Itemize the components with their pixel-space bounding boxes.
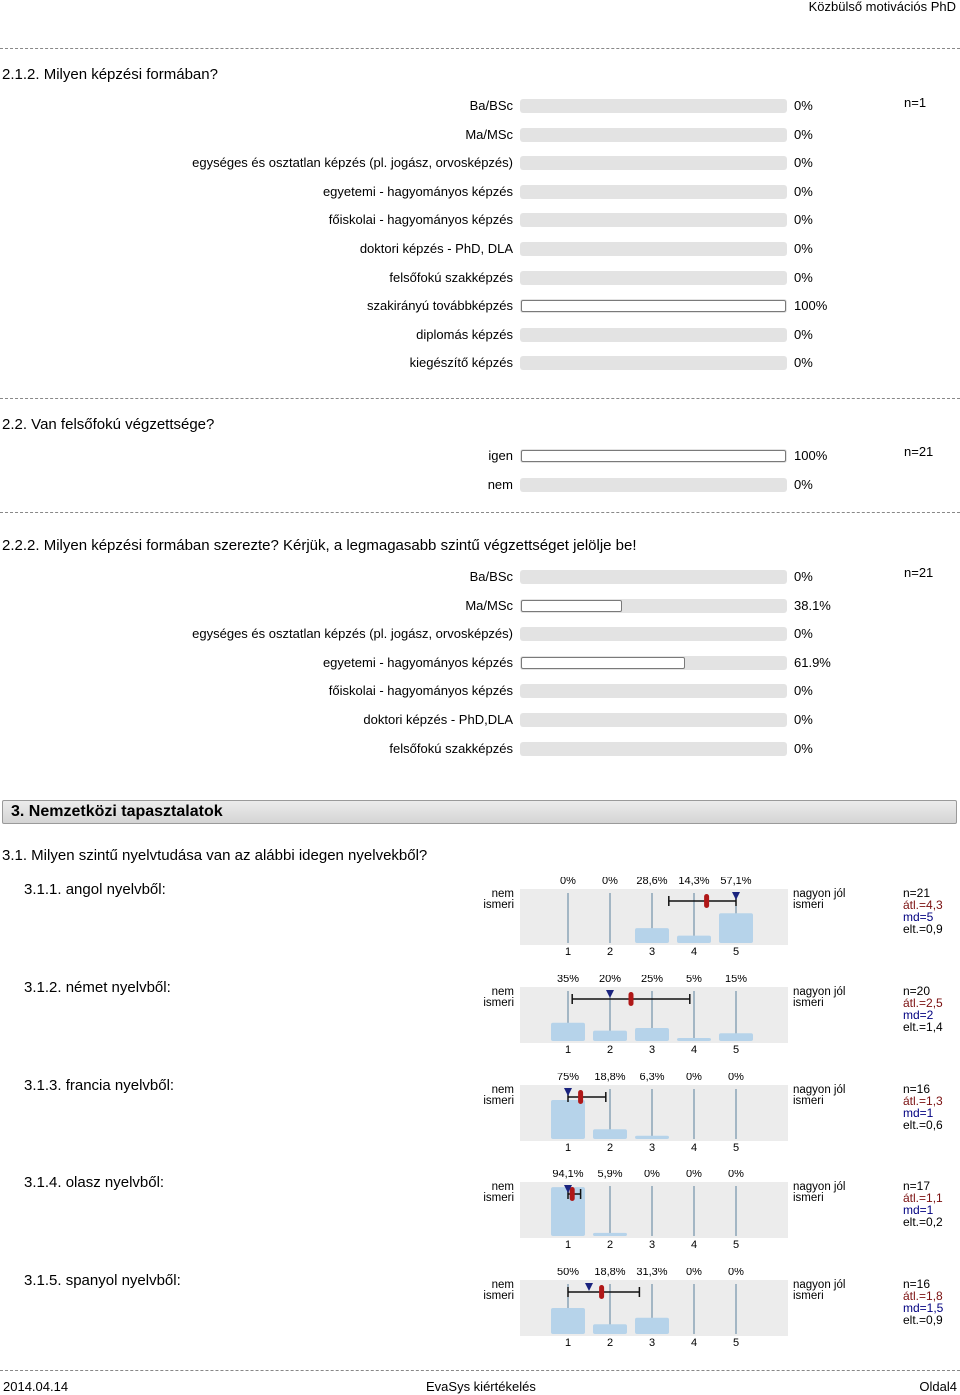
option-label: kiegészítő képzés bbox=[409, 355, 513, 371]
stat-mean: átl.=2,5 bbox=[903, 996, 943, 1010]
percent-label: 25% bbox=[640, 975, 664, 985]
scale-high-text: nagyon jól bbox=[793, 1181, 846, 1193]
scale-low-label bbox=[452, 987, 514, 1009]
percent-label: 6,3% bbox=[639, 1073, 665, 1083]
scale-high-text: ismeri bbox=[793, 1290, 824, 1302]
scale-high-text: ismeri bbox=[793, 997, 824, 1009]
option-bar-fill bbox=[521, 300, 786, 312]
percent-label: 35% bbox=[556, 975, 580, 985]
histogram-bar bbox=[719, 913, 753, 943]
stat-sd: elt.=0,9 bbox=[903, 922, 943, 936]
percent-label: 57,1% bbox=[720, 877, 752, 887]
scale-high-text: nagyon jól bbox=[793, 1084, 846, 1096]
scale-low-text: ismeri bbox=[483, 1095, 514, 1107]
percent-label: 18,8% bbox=[594, 1268, 626, 1278]
option-label: felsőfokú szakképzés bbox=[389, 269, 513, 285]
histogram-bar bbox=[677, 1038, 711, 1041]
scale-tick-label: 4 bbox=[690, 946, 698, 958]
option-percent: 0% bbox=[794, 355, 813, 371]
language-chart bbox=[518, 1170, 788, 1256]
scale-high-label bbox=[793, 1085, 845, 1107]
scale-tick-label: 4 bbox=[690, 1142, 698, 1154]
percent-label: 0% bbox=[686, 1073, 702, 1083]
scale-tick-label: 2 bbox=[606, 1337, 614, 1349]
question-title-212: 2.1.2. Milyen képzési formában? bbox=[2, 66, 218, 83]
language-title: 3.1.3. francia nyelvből: bbox=[24, 1077, 175, 1094]
language-chart bbox=[518, 1268, 788, 1354]
option-label: doktori képzés - PhD,DLA bbox=[363, 712, 513, 727]
option-percent: 0% bbox=[794, 626, 813, 642]
option-bar bbox=[520, 128, 787, 142]
stat-mean: átl.=1,8 bbox=[903, 1289, 943, 1303]
scale-high-label bbox=[793, 1182, 845, 1204]
option-percent: 0% bbox=[794, 476, 813, 492]
option-percent: 38.1% bbox=[794, 597, 831, 613]
stat-n: n=16 bbox=[903, 1277, 931, 1291]
option-percent: 0% bbox=[794, 126, 813, 142]
option-label: szakirányú továbbképzés bbox=[367, 298, 513, 314]
option-percent: 0% bbox=[794, 740, 813, 756]
option-label: egységes és osztatlan képzés (pl. jogász, orvosképzés) bbox=[192, 626, 513, 642]
option-bar bbox=[520, 185, 787, 199]
stat-sd: elt.=0,9 bbox=[903, 1313, 943, 1327]
scale-high-text: ismeri bbox=[793, 1192, 824, 1204]
mean-marker bbox=[629, 992, 634, 1006]
option-percent: 0% bbox=[794, 269, 813, 285]
option-percent: 0% bbox=[794, 326, 813, 342]
stat-n: n=20 bbox=[903, 984, 931, 998]
histogram-bar bbox=[677, 936, 711, 943]
option-percent: 0% bbox=[794, 155, 813, 171]
percent-label: 0% bbox=[560, 877, 576, 887]
stat-n: n=21 bbox=[903, 886, 931, 900]
percent-label: 0% bbox=[728, 1268, 744, 1278]
option-label: diplomás képzés bbox=[416, 326, 513, 342]
scale-tick-label: 4 bbox=[690, 1239, 698, 1251]
scale-low-text: ismeri bbox=[483, 1192, 514, 1204]
scale-tick-label: 5 bbox=[732, 1142, 740, 1154]
scale-tick-label: 2 bbox=[606, 1239, 614, 1251]
option-percent: 0% bbox=[794, 712, 813, 727]
histogram-bar bbox=[635, 928, 669, 943]
scale-tick-label: 5 bbox=[732, 1044, 740, 1056]
language-title: 3.1.4. olasz nyelvből: bbox=[24, 1174, 165, 1191]
percent-label: 0% bbox=[728, 1073, 744, 1083]
scale-tick-label: 2 bbox=[606, 946, 614, 958]
option-percent: 0% bbox=[794, 569, 813, 584]
scale-low-label bbox=[452, 1182, 514, 1204]
scale-tick-label: 2 bbox=[606, 1044, 614, 1056]
language-title: 3.1.1. angol nyelvből: bbox=[24, 881, 166, 898]
option-label: felsőfokú szakképzés bbox=[389, 740, 513, 756]
option-bar bbox=[520, 299, 787, 313]
percent-label: 31,3% bbox=[636, 1268, 668, 1278]
option-label: főiskolai - hagyományos képzés bbox=[328, 683, 513, 699]
scale-tick-label: 5 bbox=[732, 1239, 740, 1251]
percent-label: 94,1% bbox=[552, 1170, 584, 1180]
option-percent: 0% bbox=[794, 683, 813, 699]
histogram-bar bbox=[593, 1233, 627, 1236]
mean-marker bbox=[704, 894, 709, 908]
n-count: n=1 bbox=[904, 95, 927, 110]
option-label: Ba/BSc bbox=[469, 98, 513, 113]
percent-label: 20% bbox=[598, 975, 622, 985]
percent-label: 14,3% bbox=[678, 877, 710, 887]
option-label: egységes és osztatlan képzés (pl. jogász, orvosképzés) bbox=[192, 155, 513, 171]
scale-low-text: nem bbox=[491, 888, 514, 900]
option-label: igen bbox=[488, 448, 513, 463]
footer-page: Oldal4 bbox=[919, 1379, 957, 1394]
histogram-bar bbox=[551, 1308, 585, 1334]
scale-low-label bbox=[452, 889, 514, 911]
option-bar bbox=[520, 156, 787, 170]
language-chart bbox=[518, 877, 788, 963]
scale-low-label bbox=[452, 1280, 514, 1302]
scale-tick-label: 5 bbox=[732, 1337, 740, 1349]
percent-label: 28,6% bbox=[636, 877, 668, 887]
option-label: nem bbox=[487, 476, 513, 492]
option-bar-fill bbox=[521, 600, 622, 612]
scale-tick-label: 1 bbox=[564, 1239, 572, 1251]
scale-tick-label: 3 bbox=[648, 1044, 656, 1056]
percent-label: 15% bbox=[724, 975, 748, 985]
scale-tick-label: 4 bbox=[690, 1337, 698, 1349]
histogram-bar bbox=[635, 1028, 669, 1041]
divider bbox=[0, 398, 960, 399]
option-percent: 0% bbox=[794, 212, 813, 228]
stats-block bbox=[903, 985, 943, 1033]
option-bar-fill bbox=[521, 657, 685, 669]
option-label: főiskolai - hagyományos képzés bbox=[328, 212, 513, 228]
stat-median: md=1,5 bbox=[903, 1301, 944, 1315]
stats-block bbox=[903, 1278, 943, 1326]
stat-median: md=1 bbox=[903, 1203, 934, 1217]
scale-high-label bbox=[793, 889, 845, 911]
language-title: 3.1.5. spanyol nyelvből: bbox=[24, 1272, 181, 1289]
scale-high-text: nagyon jól bbox=[793, 986, 846, 998]
percent-label: 0% bbox=[686, 1170, 702, 1180]
option-percent: 100% bbox=[794, 298, 828, 314]
percent-label: 18,8% bbox=[594, 1073, 626, 1083]
scale-low-text: nem bbox=[491, 986, 514, 998]
scale-tick-label: 1 bbox=[564, 1044, 572, 1056]
histogram-bar bbox=[593, 1129, 627, 1139]
footer-date: 2014.04.14 bbox=[3, 1379, 69, 1394]
stat-median: md=5 bbox=[903, 910, 934, 924]
option-bar bbox=[520, 713, 787, 727]
percent-label: 0% bbox=[602, 877, 618, 887]
scale-low-text: nem bbox=[491, 1279, 514, 1291]
report-header: Közbülső motivációs PhD bbox=[808, 0, 956, 14]
scale-high-label bbox=[793, 987, 845, 1009]
scale-low-text: ismeri bbox=[483, 997, 514, 1009]
percent-label: 5% bbox=[686, 975, 702, 985]
divider bbox=[0, 48, 960, 49]
section-header bbox=[2, 800, 957, 824]
scale-tick-label: 4 bbox=[690, 1044, 698, 1056]
scale-high-label bbox=[793, 1280, 845, 1302]
scale-tick-label: 1 bbox=[564, 946, 572, 958]
language-chart bbox=[518, 1073, 788, 1159]
histogram-bar bbox=[635, 1136, 669, 1139]
histogram-bar bbox=[551, 1100, 585, 1139]
scale-tick-label: 2 bbox=[606, 1142, 614, 1154]
option-label: Ma/MSc bbox=[465, 597, 513, 613]
option-label: doktori képzés - PhD, DLA bbox=[359, 241, 513, 256]
scale-high-text: ismeri bbox=[793, 899, 824, 911]
divider bbox=[0, 1370, 960, 1371]
mean-marker bbox=[578, 1090, 583, 1104]
scale-high-text: nagyon jól bbox=[793, 888, 846, 900]
stat-median: md=1 bbox=[903, 1106, 934, 1120]
stat-sd: elt.=0,6 bbox=[903, 1118, 943, 1132]
scale-tick-label: 1 bbox=[564, 1142, 572, 1154]
histogram-bar bbox=[593, 1324, 627, 1334]
question-title-222: 2.2.2. Milyen képzési formában szerezte? Kérjük, a legmagasabb szintű végzettséget jelölje be! bbox=[2, 537, 637, 554]
scale-high-text: ismeri bbox=[793, 1095, 824, 1107]
percent-label: 75% bbox=[556, 1073, 580, 1083]
stat-mean: átl.=4,3 bbox=[903, 898, 943, 912]
option-percent: 61.9% bbox=[794, 654, 831, 670]
option-percent: 0% bbox=[794, 98, 813, 113]
percent-label: 0% bbox=[728, 1170, 744, 1180]
option-bar bbox=[520, 271, 787, 285]
scale-tick-label: 3 bbox=[648, 1142, 656, 1154]
histogram-bar bbox=[635, 1318, 669, 1334]
histogram-bar bbox=[593, 1031, 627, 1041]
scale-low-text: nem bbox=[491, 1084, 514, 1096]
option-bar bbox=[520, 742, 787, 756]
scale-high-text: nagyon jól bbox=[793, 1279, 846, 1291]
stats-block bbox=[903, 1083, 943, 1131]
question-title-31: 3.1. Milyen szintű nyelvtudása van az alábbi idegen nyelvekből? bbox=[2, 847, 428, 864]
option-bar bbox=[520, 99, 787, 113]
scale-tick-label: 3 bbox=[648, 1239, 656, 1251]
section-title: 3. Nemzetközi tapasztalatok bbox=[11, 803, 223, 820]
option-bar bbox=[520, 213, 787, 227]
stat-n: n=17 bbox=[903, 1179, 931, 1193]
percent-label: 0% bbox=[686, 1268, 702, 1278]
stat-sd: elt.=1,4 bbox=[903, 1020, 943, 1034]
option-label: egyetemi - hagyományos képzés bbox=[322, 654, 513, 670]
stat-mean: átl.=1,1 bbox=[903, 1191, 943, 1205]
stats-block bbox=[903, 1180, 943, 1228]
option-label: Ma/MSc bbox=[465, 126, 513, 142]
option-bar bbox=[520, 356, 787, 370]
percent-label: 5,9% bbox=[597, 1170, 623, 1180]
mean-marker bbox=[599, 1285, 604, 1299]
option-bar bbox=[520, 449, 787, 463]
option-bar-fill bbox=[521, 450, 786, 462]
stat-sd: elt.=0,2 bbox=[903, 1215, 943, 1229]
histogram-bar bbox=[551, 1023, 585, 1041]
question-title-22: 2.2. Van felsőfokú végzettsége? bbox=[2, 416, 215, 433]
option-percent: 0% bbox=[794, 183, 813, 199]
language-title: 3.1.2. német nyelvből: bbox=[24, 979, 171, 996]
option-label: egyetemi - hagyományos képzés bbox=[322, 183, 513, 199]
scale-low-label bbox=[452, 1085, 514, 1107]
option-bar bbox=[520, 627, 787, 641]
option-bar bbox=[520, 599, 787, 613]
percent-label: 50% bbox=[556, 1268, 580, 1278]
scale-tick-label: 5 bbox=[732, 946, 740, 958]
footer-title: EvaSys kiértékelés bbox=[426, 1379, 536, 1394]
n-count: n=21 bbox=[904, 444, 934, 459]
mean-marker bbox=[570, 1187, 575, 1201]
option-percent: 100% bbox=[794, 448, 828, 463]
scale-low-text: ismeri bbox=[483, 1290, 514, 1302]
option-bar bbox=[520, 242, 787, 256]
scale-low-text: ismeri bbox=[483, 899, 514, 911]
n-count: n=21 bbox=[904, 565, 934, 580]
stats-block bbox=[903, 887, 943, 935]
percent-label: 0% bbox=[644, 1170, 660, 1180]
stat-mean: átl.=1,3 bbox=[903, 1094, 943, 1108]
option-label: Ba/BSc bbox=[469, 569, 513, 584]
scale-tick-label: 3 bbox=[648, 946, 656, 958]
option-bar bbox=[520, 328, 787, 342]
option-bar bbox=[520, 570, 787, 584]
option-bar bbox=[520, 684, 787, 698]
option-bar bbox=[520, 656, 787, 670]
scale-low-text: nem bbox=[491, 1181, 514, 1193]
option-percent: 0% bbox=[794, 241, 813, 256]
option-bar bbox=[520, 478, 787, 492]
stat-n: n=16 bbox=[903, 1082, 931, 1096]
scale-tick-label: 1 bbox=[564, 1337, 572, 1349]
stat-median: md=2 bbox=[903, 1008, 934, 1022]
language-chart bbox=[518, 975, 788, 1061]
histogram-bar bbox=[719, 1033, 753, 1041]
scale-tick-label: 3 bbox=[648, 1337, 656, 1349]
divider bbox=[0, 512, 960, 513]
